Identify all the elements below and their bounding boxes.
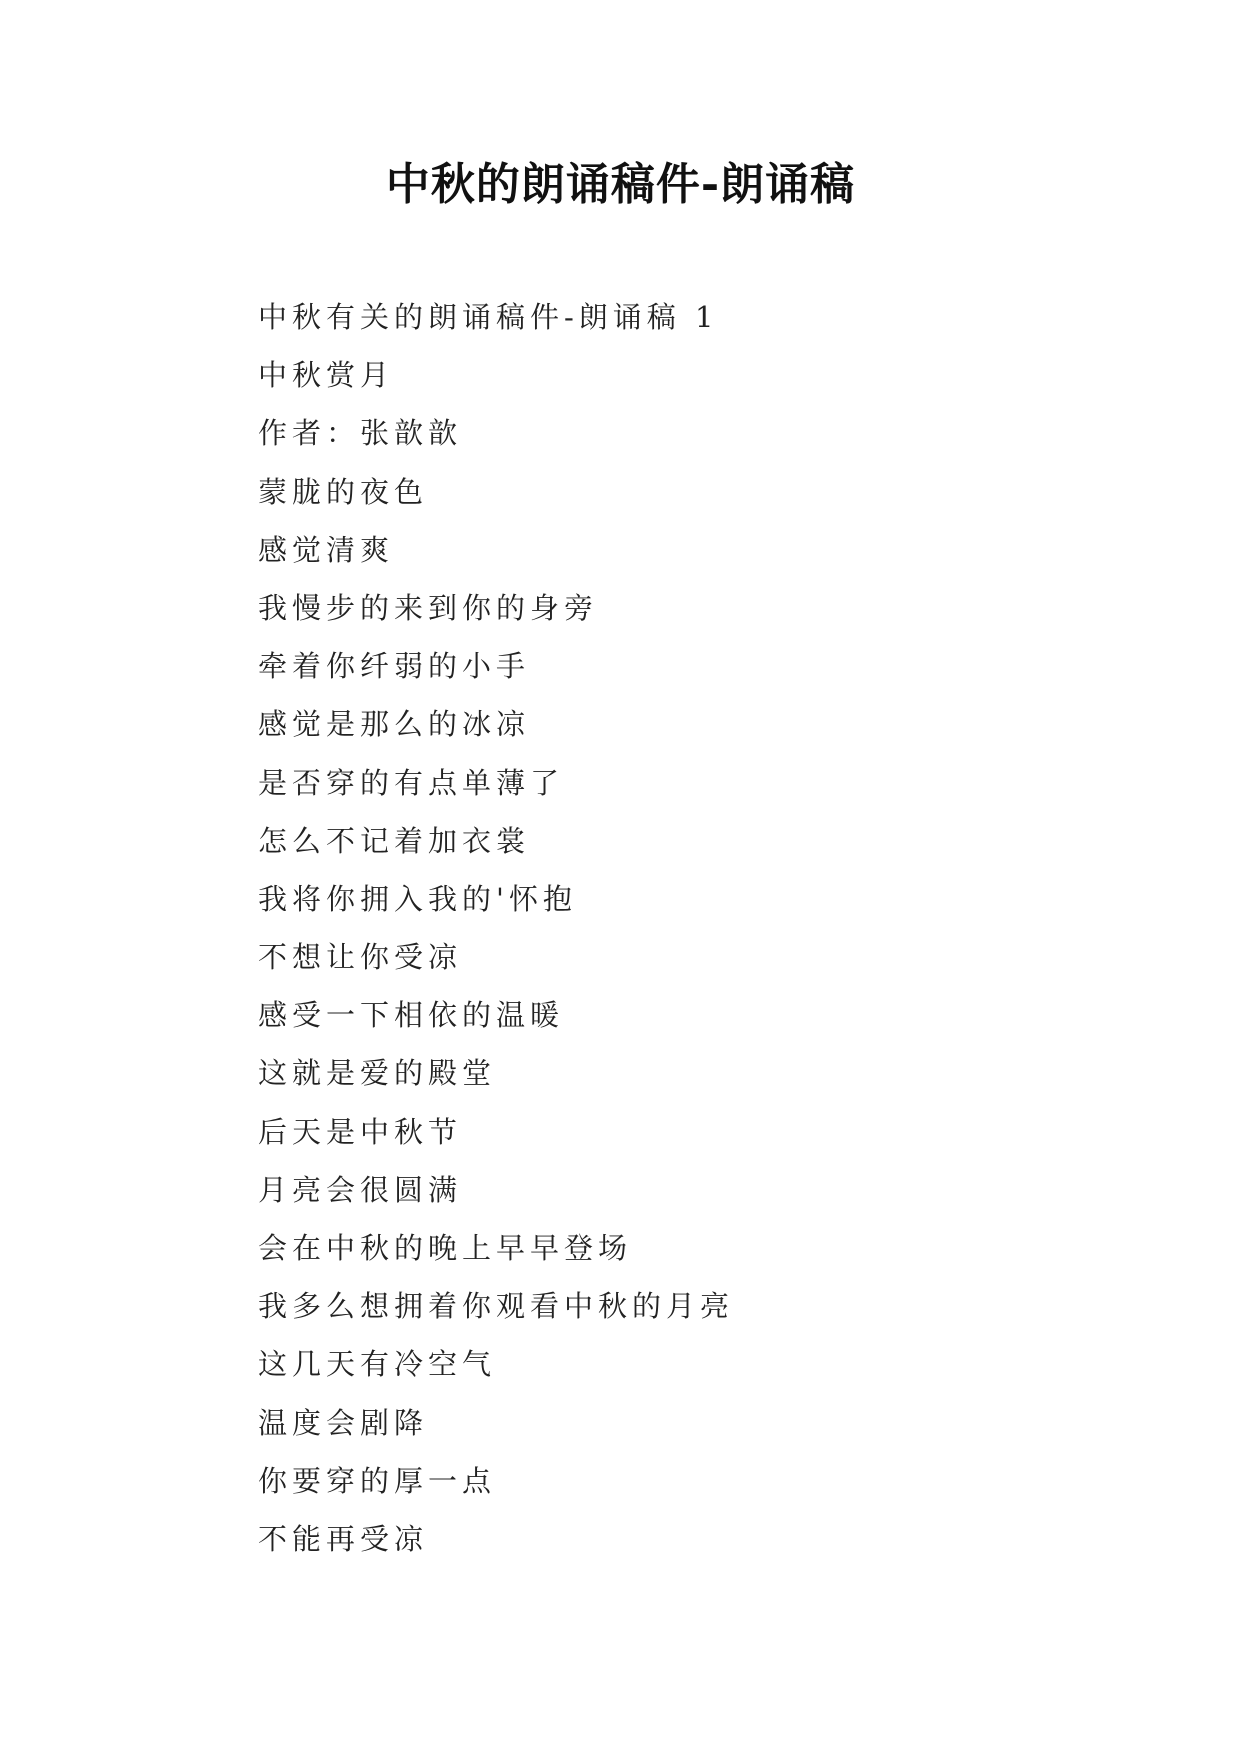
text-line: 这几天有冷空气	[258, 1347, 497, 1382]
text-line: 是否穿的有点单薄了	[258, 765, 565, 800]
text-line: 我将你拥入我的'怀抱	[258, 881, 577, 916]
text-line: 牵着你纤弱的小手	[258, 649, 531, 684]
document-title: 中秋的朗诵稿件-朗诵稿	[385, 159, 856, 210]
text-line: 月亮会很圆满	[258, 1172, 463, 1207]
text-line: 后天是中秋节	[258, 1114, 463, 1149]
text-line: 你要穿的厚一点	[258, 1463, 497, 1498]
text-line: 感觉清爽	[258, 532, 395, 567]
text-line: 中秋有关的朗诵稿件-朗诵稿 1	[258, 300, 719, 334]
text-line: 这就是爱的殿堂	[258, 1056, 497, 1091]
text-line: 中秋赏月	[258, 358, 395, 393]
text-line: 我慢步的来到你的身旁	[258, 590, 599, 625]
text-line: 会在中秋的晚上早早登场	[258, 1231, 633, 1265]
text-line: 蒙胧的夜色	[258, 474, 429, 509]
text-line: 不能再受凉	[258, 1521, 429, 1556]
text-line: 感觉是那么的冰凉	[258, 707, 531, 742]
text-line: 感受一下相依的温暖	[258, 998, 565, 1033]
text-line: 不想让你受凉	[258, 940, 463, 975]
text-line: 温度会剧降	[258, 1405, 429, 1440]
text-line: 怎么不记着加衣裳	[258, 823, 531, 858]
text-line: 我多么想拥着你观看中秋的月亮	[258, 1289, 735, 1324]
poem-body	[258, 288, 1138, 1568]
text-line: 作者：张歆歆	[258, 416, 463, 451]
